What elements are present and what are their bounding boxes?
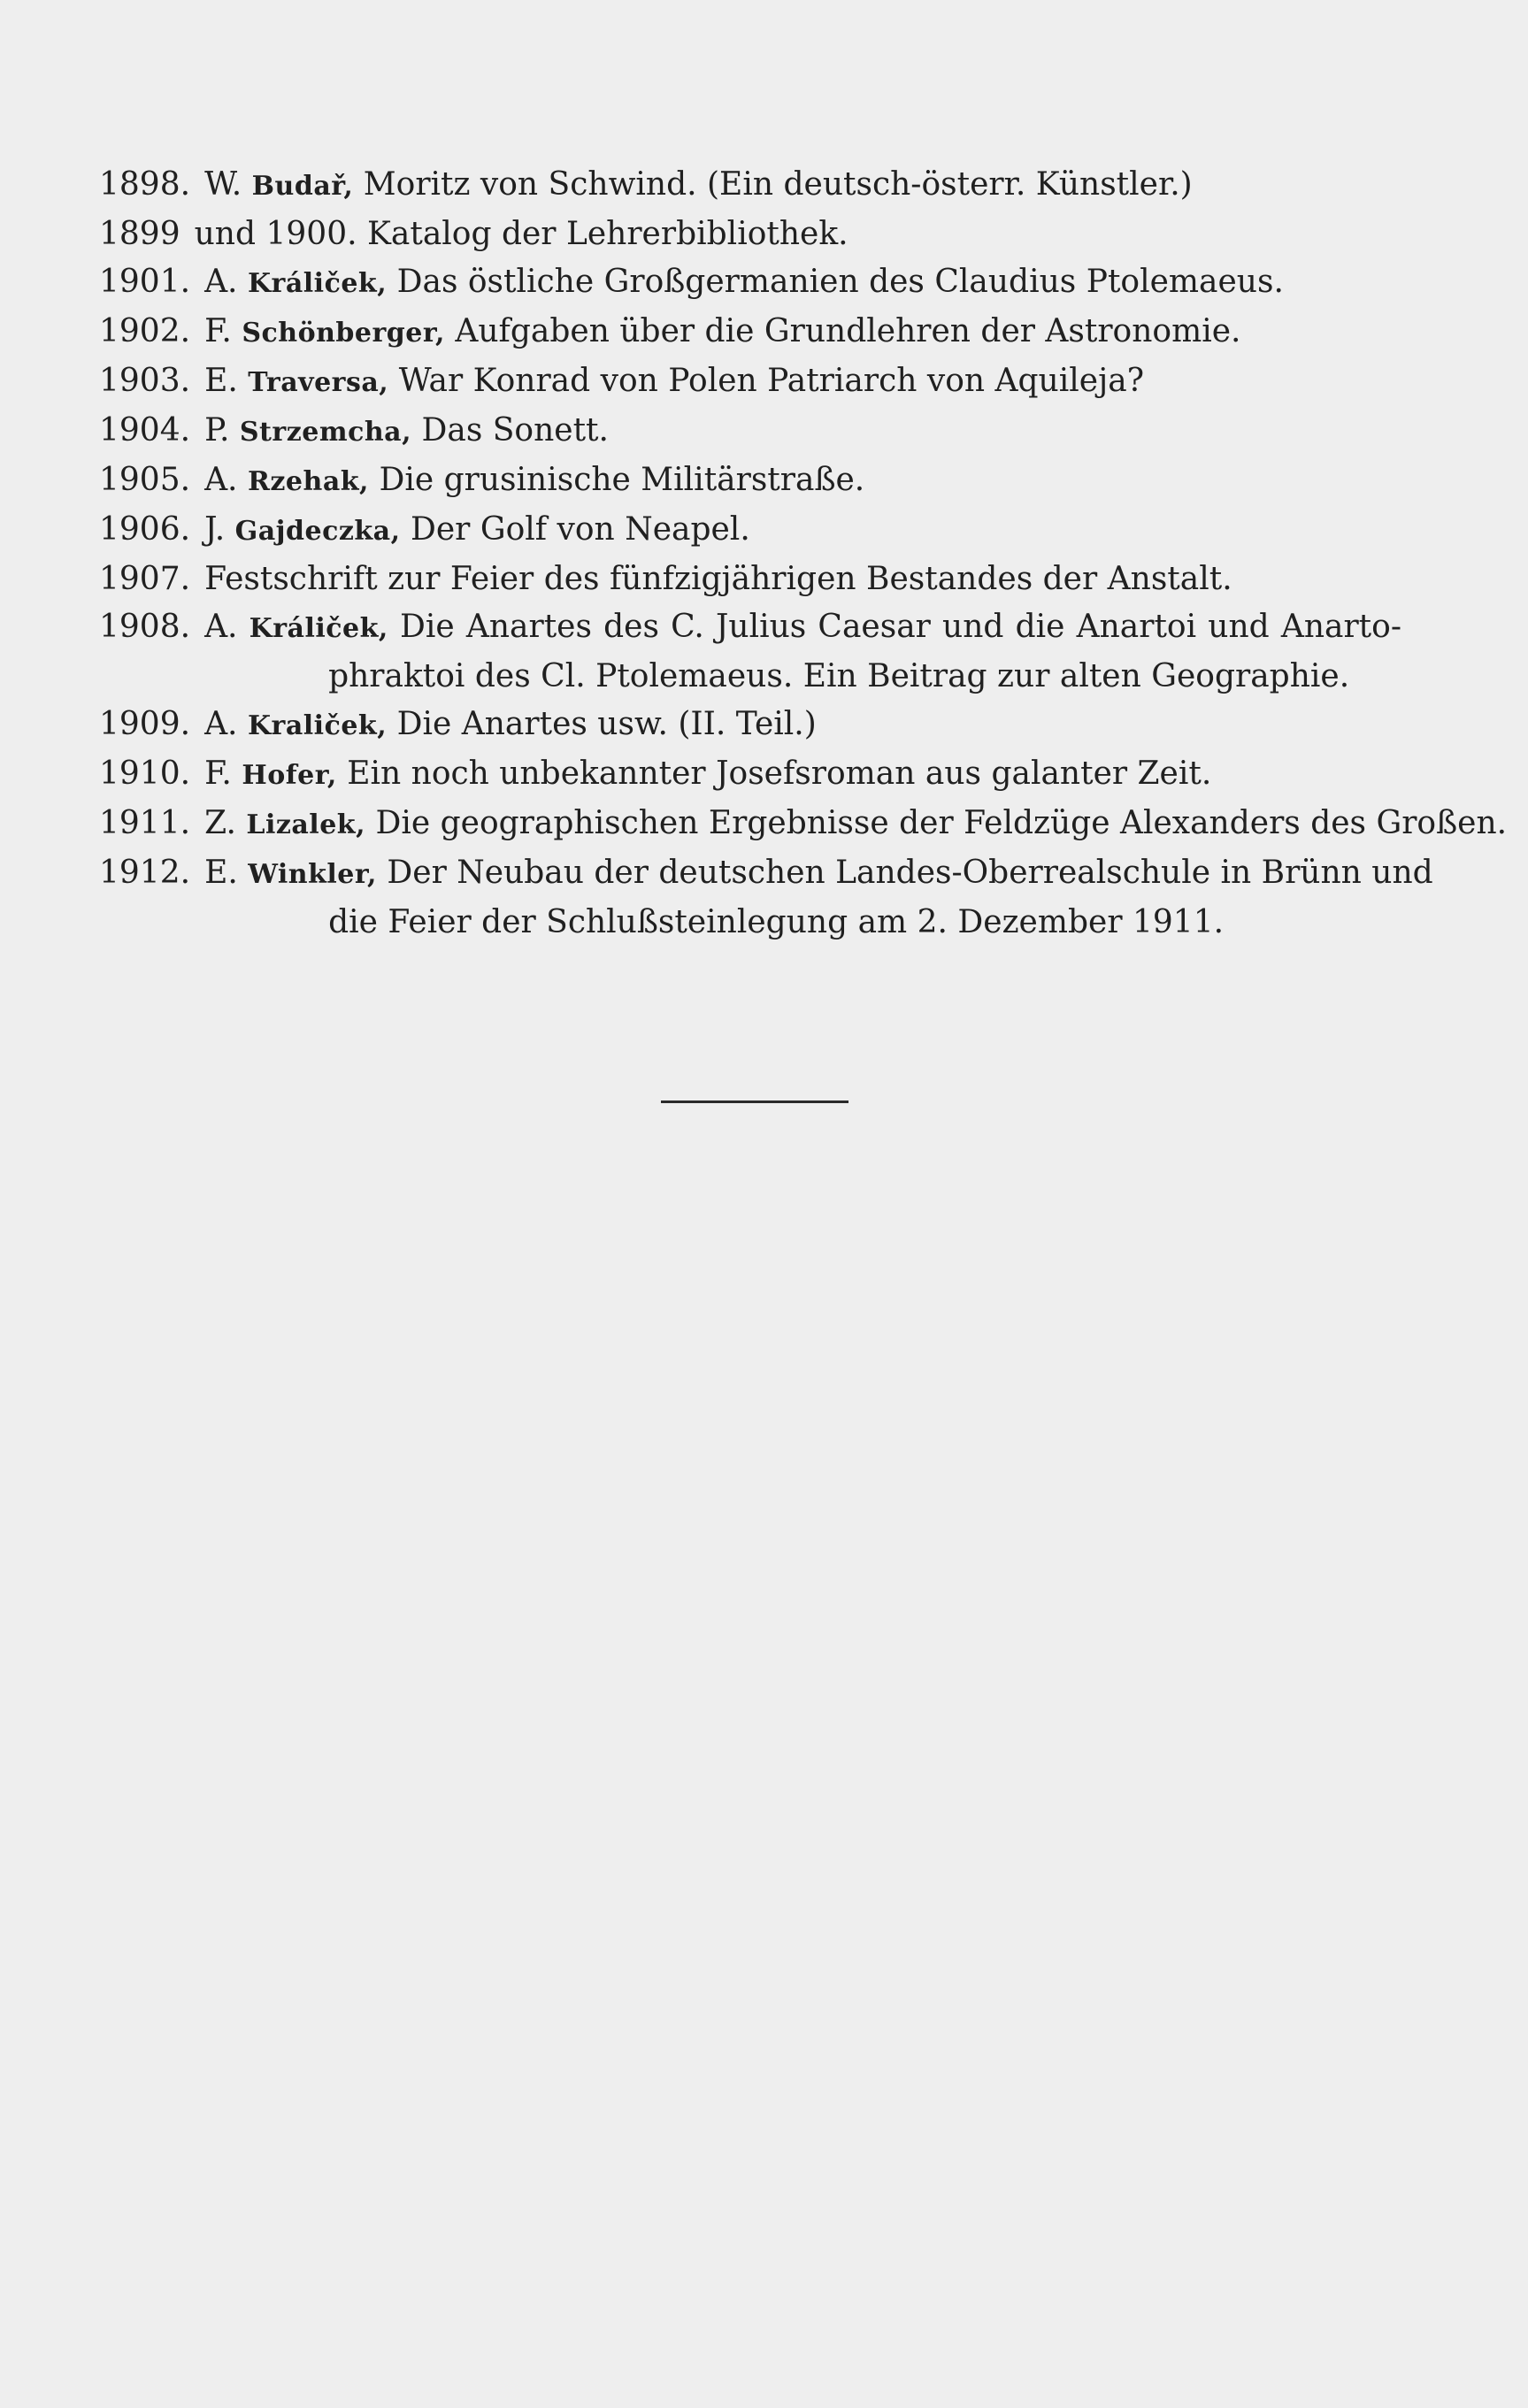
entry-year: 1906.: [99, 511, 191, 548]
entry-title: Die geographischen Ergebnisse der Feldzüge Alexanders des Großen.: [375, 805, 1508, 841]
entry-year: 1901.: [99, 264, 191, 300]
list-item: [99, 701, 1401, 750]
entry-year: 1912.: [99, 855, 191, 891]
entry-year: 1898.: [99, 166, 191, 203]
entry-title: Das Sonett.: [421, 412, 609, 449]
entry-title: Der Neubau der deutschen Landes-Oberrealschule in Brünn und: [387, 855, 1433, 891]
entry-author: Rzehak,: [247, 466, 370, 497]
entry-title: Ein noch unbekannter Josefsroman aus galanter Zeit.: [347, 755, 1212, 792]
list-item: [99, 308, 1401, 357]
list-item: [99, 849, 1433, 947]
entry-author: Hofer,: [242, 760, 337, 791]
entry-initial: A.: [204, 264, 238, 300]
list-item: [99, 211, 1401, 258]
entry-initial: Z.: [204, 805, 236, 841]
entry-title: Der Golf von Neapel.: [411, 511, 750, 548]
entry-author: Strzemcha,: [239, 417, 412, 448]
entry-initial: J.: [204, 511, 226, 548]
entry-year: 1911.: [99, 805, 191, 841]
entry-author: Lizalek,: [246, 809, 366, 840]
entry-year: 1910.: [99, 755, 191, 792]
list-item: [99, 407, 1401, 456]
entry-title: Das östliche Großgermanien des Claudius Ptolemaeus.: [396, 264, 1284, 300]
entry-author: Budař,: [251, 171, 354, 202]
entry-title: Moritz von Schwind. (Ein deutsch-österr. Künstler.): [363, 166, 1193, 203]
list-item: [99, 456, 1401, 506]
entry-year: 1902.: [99, 313, 191, 349]
entry-title: Die Anartes des C. Julius Caesar und die Anartoi und Anarto-: [400, 609, 1401, 645]
entry-year: 1904.: [99, 412, 191, 449]
list-item: [99, 161, 1401, 211]
entry-initial: P.: [204, 412, 230, 449]
entry-initial: W.: [204, 166, 242, 203]
entry-author: Schönberger,: [242, 318, 445, 349]
list-item: [99, 556, 1401, 603]
list-item: [99, 506, 1401, 556]
entry-title: War Konrad von Polen Patriarch von Aquileja?: [398, 363, 1144, 399]
entry-year: 1903.: [99, 363, 191, 399]
entry-initial: F.: [204, 313, 232, 349]
list-item: [99, 800, 1508, 849]
entry-author: Winkler,: [248, 859, 377, 890]
entry-initial: F.: [204, 755, 232, 792]
entry-title: Festschrift zur Feier des fünfzigjährigen Bestandes der Anstalt.: [204, 561, 1232, 597]
list-item: [99, 357, 1401, 407]
entry-title: und 1900. Katalog der Lehrerbibliothek.: [194, 216, 848, 252]
entry-author: Kraliček,: [247, 710, 388, 741]
entry-year: 1907.: [99, 561, 191, 597]
entry-title: Aufgaben über die Grundlehren der Astronomie.: [455, 313, 1241, 349]
entry-title: Die Anartes usw. (II. Teil.): [396, 706, 817, 742]
divider-rule: [661, 1100, 848, 1103]
list-item: [99, 603, 1401, 701]
entry-year: 1899: [99, 216, 180, 252]
entry-initial: E.: [204, 855, 238, 891]
entry-author: Králiček,: [247, 268, 388, 299]
entry-author: Králiček,: [249, 613, 388, 644]
entry-title: Die grusinische Militärstraße.: [379, 462, 865, 498]
entry-author: Traversa,: [248, 367, 389, 398]
entry-initial: E.: [204, 363, 238, 399]
entry-initial: A.: [204, 462, 238, 498]
entry-year: 1905.: [99, 462, 191, 498]
entry-author: Gajdeczka,: [234, 516, 401, 547]
list-item: [99, 258, 1401, 308]
entry-continuation: phraktoi des Cl. Ptolemaeus. Ein Beitrag zur alten Geographie.: [328, 658, 1350, 694]
publication-list: [99, 161, 1508, 947]
entry-year: 1909.: [99, 706, 191, 742]
entry-initial: A.: [204, 706, 238, 742]
entry-year: 1908.: [99, 609, 191, 645]
entry-initial: A.: [204, 609, 238, 645]
list-item: [99, 750, 1401, 800]
entry-continuation: die Feier der Schlußsteinlegung am 2. Dezember 1911.: [328, 904, 1225, 940]
